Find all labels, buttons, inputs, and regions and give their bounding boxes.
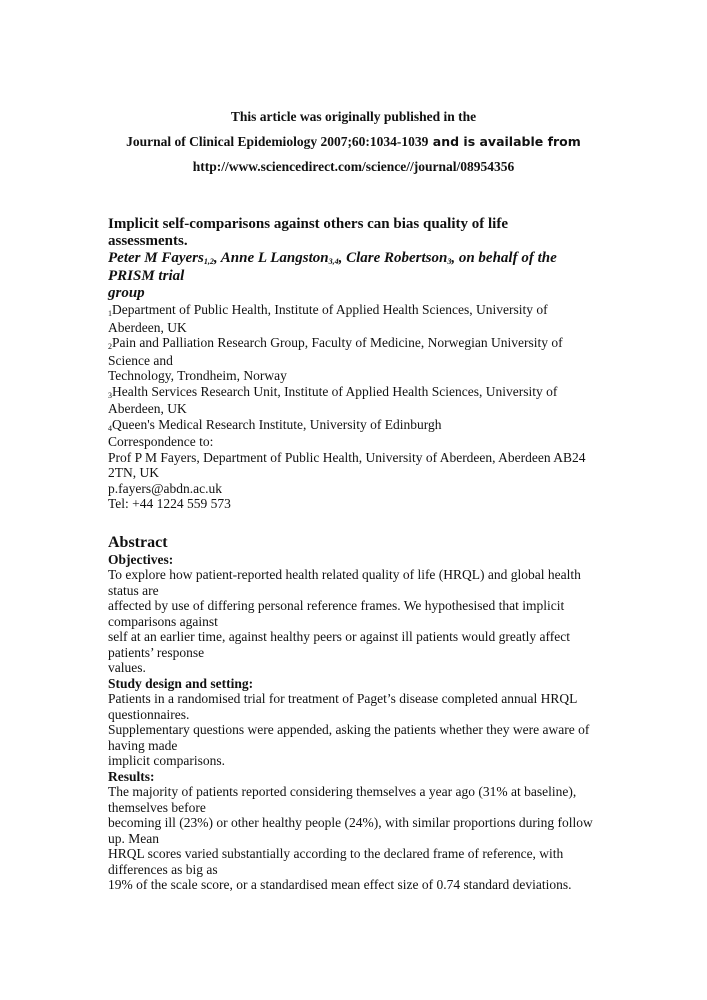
abstract-line: 19% of the scale score, or a standardised mean effect size of 0.74 standard deviations. — [108, 877, 572, 892]
availability-text: and is available from — [428, 134, 581, 149]
abstract-line: comparisons against — [108, 613, 218, 629]
author-name: , Clare Robertson — [338, 250, 448, 266]
correspondence-email[interactable]: p.fayers@abdn.ac.uk — [108, 480, 223, 496]
abstract-line: values. — [108, 660, 146, 675]
abstract-line: questionnaires. — [108, 706, 190, 722]
affiliation-text: Queen's Medical Research Institute, University of Edinburgh — [112, 416, 442, 432]
article-front-matter — [108, 216, 603, 893]
publication-url[interactable]: http://www.sciencedirect.com/science//journal/08954356 — [192, 159, 515, 174]
abstract-line: having made — [108, 737, 178, 753]
affiliation-number: 1 — [108, 309, 112, 318]
affiliation-marker: 3,4 — [328, 257, 339, 266]
abstract-line: implicit comparisons. — [108, 753, 225, 768]
abstract-results — [108, 769, 603, 893]
correspondence-phone: Tel: +44 1224 559 573 — [108, 496, 231, 511]
abstract-line: status are — [108, 582, 159, 598]
abstract-line: becoming ill (23%) or other healthy people (24%), with similar proportions during follow — [108, 815, 593, 830]
abstract-line: affected by use of differing personal reference frames. We hypothesised that implicit — [108, 598, 565, 613]
abstract-line: HRQL scores varied substantially according to the declared frame of reference, with — [108, 846, 564, 861]
affiliation-marker: 1,2 — [203, 257, 214, 266]
affiliation-line — [108, 335, 603, 353]
affiliation-text: Department of Public Health, Institute of Applied Health Sciences, University of — [112, 302, 548, 317]
affiliation-number: 4 — [108, 423, 112, 433]
author-line: group — [108, 285, 145, 301]
abstract-line: Supplementary questions were appended, asking the patients whether they were aware of — [108, 722, 590, 737]
affiliation-line — [108, 384, 603, 402]
author-tail: , on behalf of the — [451, 250, 557, 266]
abstract-line: themselves before — [108, 799, 206, 815]
author-line — [108, 250, 603, 268]
abstract-line: The majority of patients reported considering themselves a year ago (31% at baseline), — [108, 784, 577, 799]
affiliation-text: Pain and Palliation Research Group, Faculty of Medicine, Norwegian University of — [112, 335, 563, 350]
section-heading: Study design and setting: — [108, 675, 254, 691]
abstract-line: patients’ response — [108, 644, 205, 660]
title-line: assessments. — [108, 233, 188, 249]
correspondence-block — [108, 434, 603, 512]
affiliation-line: Aberdeen, UK — [108, 401, 187, 416]
abstract-line: up. Mean — [108, 830, 159, 846]
section-heading: Objectives: — [108, 551, 174, 567]
abstract-design — [108, 676, 603, 769]
affiliation-line: Science and — [108, 352, 173, 368]
correspondence-label: Correspondence to: — [108, 434, 214, 449]
abstract-heading: Abstract — [108, 533, 168, 551]
abstract-objectives — [108, 552, 603, 676]
publication-notice-line-1: This article was originally published in the — [230, 109, 477, 124]
affiliation-line: Technology, Trondheim, Norway — [108, 368, 287, 383]
affiliation-marker: 3 — [447, 257, 452, 266]
affiliation-number: 3 — [108, 390, 112, 400]
affiliation-number: 2 — [108, 342, 112, 351]
author-list — [108, 250, 603, 302]
section-heading: Results: — [108, 768, 155, 784]
affiliation-list — [108, 302, 603, 434]
abstract-line: Patients in a randomised trial for treatment of Paget’s disease completed annual HRQL — [108, 691, 578, 706]
author-name: , Anne L Langston — [213, 250, 329, 266]
affiliation-line — [108, 417, 603, 435]
journal-citation: Journal of Clinical Epidemiology 2007;60:1034-1039 — [126, 134, 429, 149]
abstract-line: differences as big as — [108, 861, 218, 877]
correspondence-address: 2TN, UK — [108, 465, 159, 480]
article-title — [108, 216, 603, 250]
publication-notice-line-2 — [0, 133, 707, 150]
affiliation-line — [108, 302, 603, 320]
correspondence-address: Prof P M Fayers, Department of Public Health, University of Aberdeen, Aberdeen AB24 — [108, 449, 586, 465]
abstract-line: self at an earlier time, against healthy peers or against ill patients would greatly affect — [108, 629, 570, 644]
author-line: PRISM trial — [108, 268, 185, 284]
affiliation-line: Aberdeen, UK — [108, 319, 187, 335]
title-line: Implicit self-comparisons against others can bias quality of life — [108, 216, 508, 232]
author-name: Peter M Fayers — [108, 250, 204, 266]
affiliation-text: Health Services Research Unit, Institute of Applied Health Sciences, University of — [112, 383, 558, 399]
abstract-line: To explore how patient-reported health related quality of life (HRQL) and global health — [108, 567, 581, 582]
